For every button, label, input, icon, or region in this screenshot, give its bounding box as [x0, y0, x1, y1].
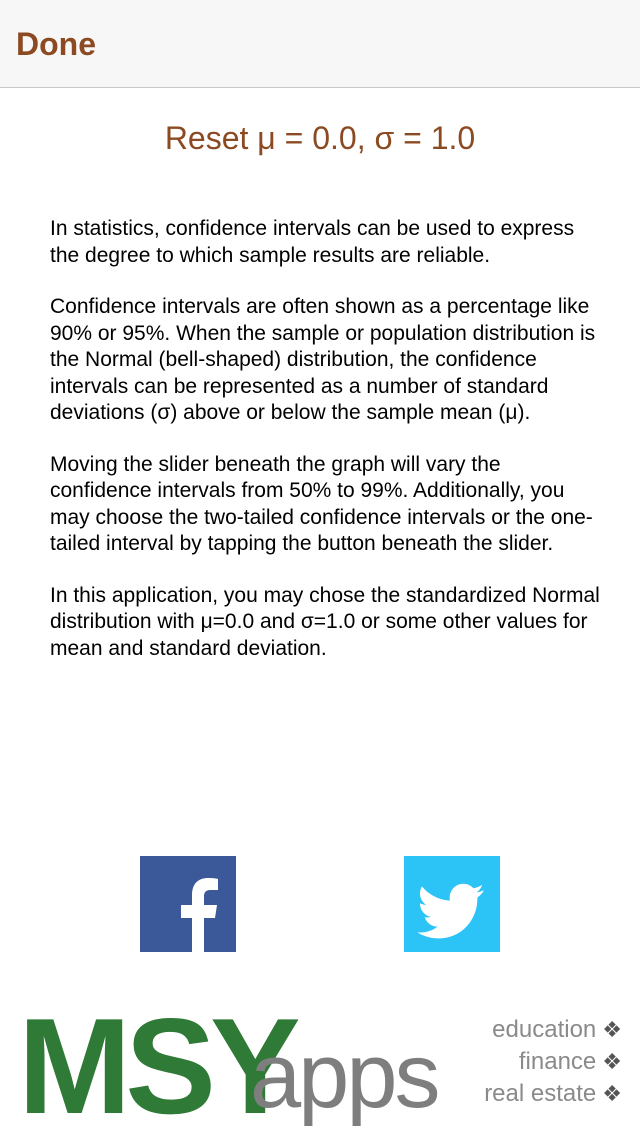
facebook-share-button[interactable] [140, 856, 236, 952]
done-button[interactable]: Done [16, 26, 96, 62]
twitter-share-button[interactable] [404, 856, 500, 952]
tag-finance: finance ❖ [518, 1048, 622, 1075]
twitter-icon [404, 856, 500, 952]
diamond-bullet-icon: ❖ [602, 1081, 622, 1106]
tag-education: education ❖ [492, 1016, 622, 1043]
logo-apps-text: apps [250, 1025, 438, 1127]
logo-tags [484, 1014, 622, 1110]
paragraph: In this application, you may chose the standardized Normal distribution with μ=0.0 and σ=1.0 or some other values for mean and standard deviation. [50, 583, 600, 660]
paragraph: In statistics, confidence intervals can be used to express the degree to which sample results are reliable. [50, 217, 575, 267]
reset-button[interactable]: Reset μ = 0.0, σ = 1.0 [0, 120, 640, 157]
navigation-bar [0, 0, 640, 88]
diamond-bullet-icon: ❖ [602, 1049, 622, 1074]
facebook-icon [140, 856, 236, 952]
tag-real-estate: real estate ❖ [484, 1080, 622, 1107]
paragraph: Confidence intervals are often shown as a percentage like 90% or 95%. When the sample or population distribution is the Normal (bell-shaped) distribution, the confidence intervals can be represented as a number of standard deviations (σ) above or below the sample mean (μ). [50, 295, 596, 424]
diamond-bullet-icon: ❖ [602, 1017, 622, 1042]
logo-msy-text: MSY [18, 990, 295, 1136]
paragraph: Moving the slider beneath the graph will vary the confidence intervals from 50% to 99%. Additionally, you may choose the two-tailed confidence intervals or the one-tailed interval by tapping the button beneath the slider. [50, 452, 593, 555]
info-text [50, 216, 600, 687]
